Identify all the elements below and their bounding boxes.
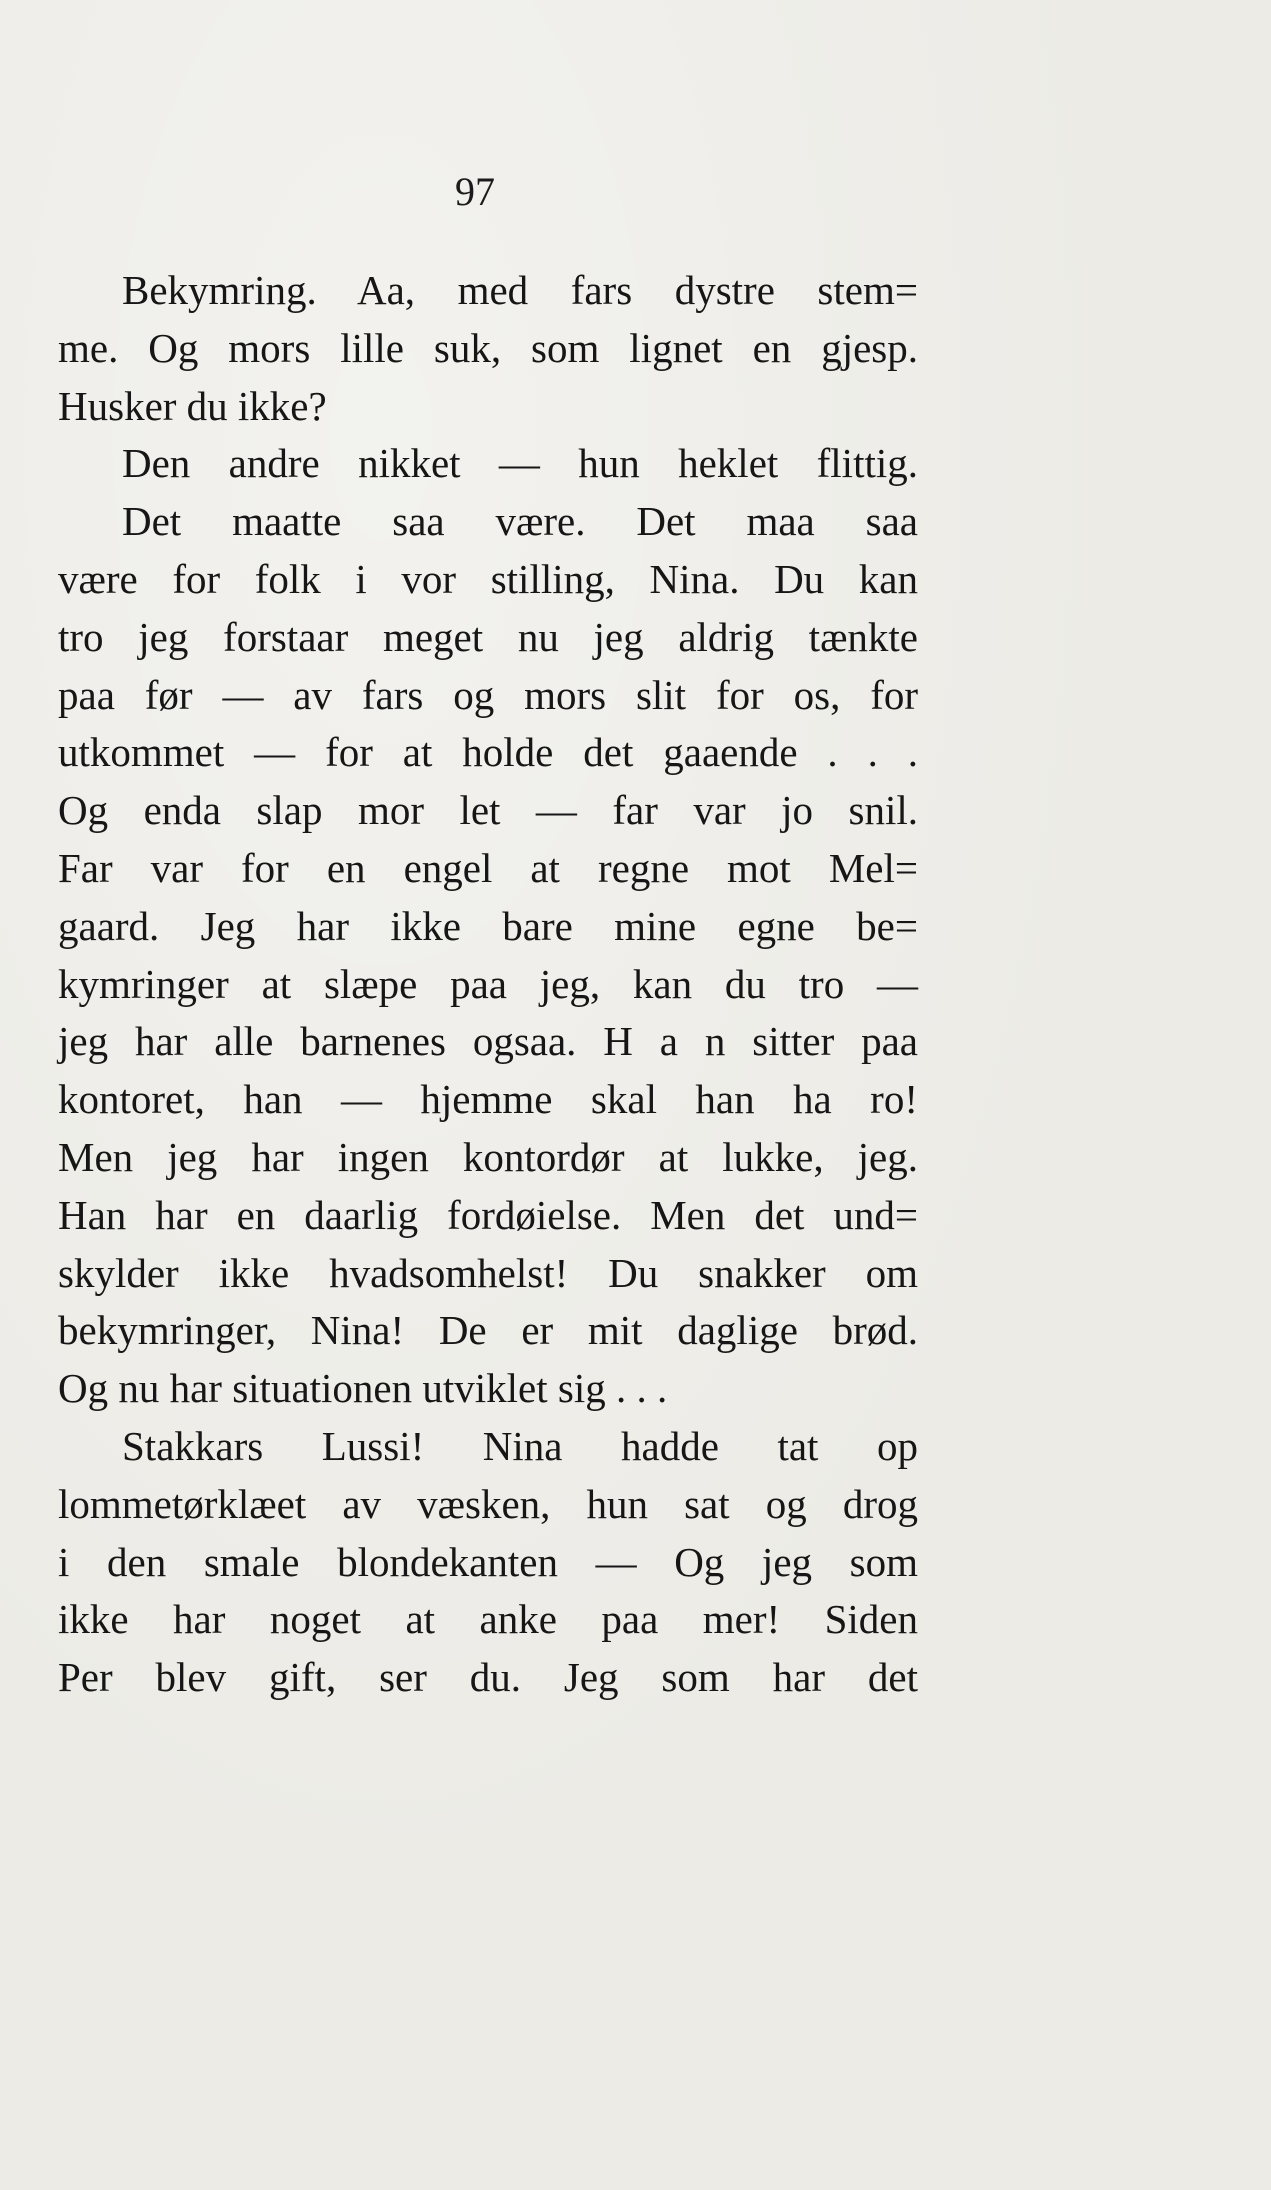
text-line: Det maatte saa være. Det maa saa xyxy=(122,498,918,545)
text-line: Stakkars Lussi! Nina hadde tat op xyxy=(122,1422,918,1469)
text-line: ikke har noget at anke paa mer! Siden xyxy=(58,1596,918,1643)
text-line: Men jeg har ingen kontordør at lukke, jeg. xyxy=(58,1133,918,1180)
page-number: 97 xyxy=(455,169,495,214)
text-line: lommetørklæet av væsken, hun sat og drog xyxy=(58,1480,918,1527)
text-line: paa før — av fars og mors slit for os, for xyxy=(58,671,918,718)
text-line: Og nu har situationen utviklet sig . . . xyxy=(58,1365,668,1412)
text-line: gaard. Jeg har ikke bare mine egne be= xyxy=(58,902,918,949)
text-line: Per blev gift, ser du. Jeg som har det xyxy=(58,1654,918,1701)
text-line: kymringer at slæpe paa jeg, kan du tro — xyxy=(58,960,918,1007)
text-line: være for folk i vor stilling, Nina. Du kan xyxy=(58,555,918,602)
text-line: jeg har alle barnenes ogsaa. H a n sitter paa xyxy=(58,1018,918,1065)
text-line: bekymringer, Nina! De er mit daglige brød. xyxy=(58,1307,918,1354)
text-line: Han har en daarlig fordøielse. Men det und= xyxy=(58,1191,918,1238)
text-line: Bekymring. Aa, med fars dystre stem= xyxy=(122,267,918,313)
body-text xyxy=(58,262,918,1707)
text-line: skylder ikke hvadsomhelst! Du snakker om xyxy=(58,1249,918,1296)
text-line: i den smale blondekanten — Og jeg som xyxy=(58,1538,918,1585)
text-line: Far var for en engel at regne mot Mel= xyxy=(58,844,918,891)
text-line: kontoret, han — hjemme skal han ha ro! xyxy=(58,1076,918,1123)
text-line: tro jeg forstaar meget nu jeg aldrig tænkte xyxy=(58,613,918,660)
text-line: Og enda slap mor let — far var jo snil. xyxy=(58,787,918,834)
text-line: Husker du ikke? xyxy=(58,382,327,429)
text-line: utkommet — for at holde det gaaende . . . xyxy=(58,729,918,776)
text-line: Den andre nikket — hun heklet flittig. xyxy=(122,440,918,487)
text-line: me. Og mors lille suk, som lignet en gjesp. xyxy=(58,324,918,371)
